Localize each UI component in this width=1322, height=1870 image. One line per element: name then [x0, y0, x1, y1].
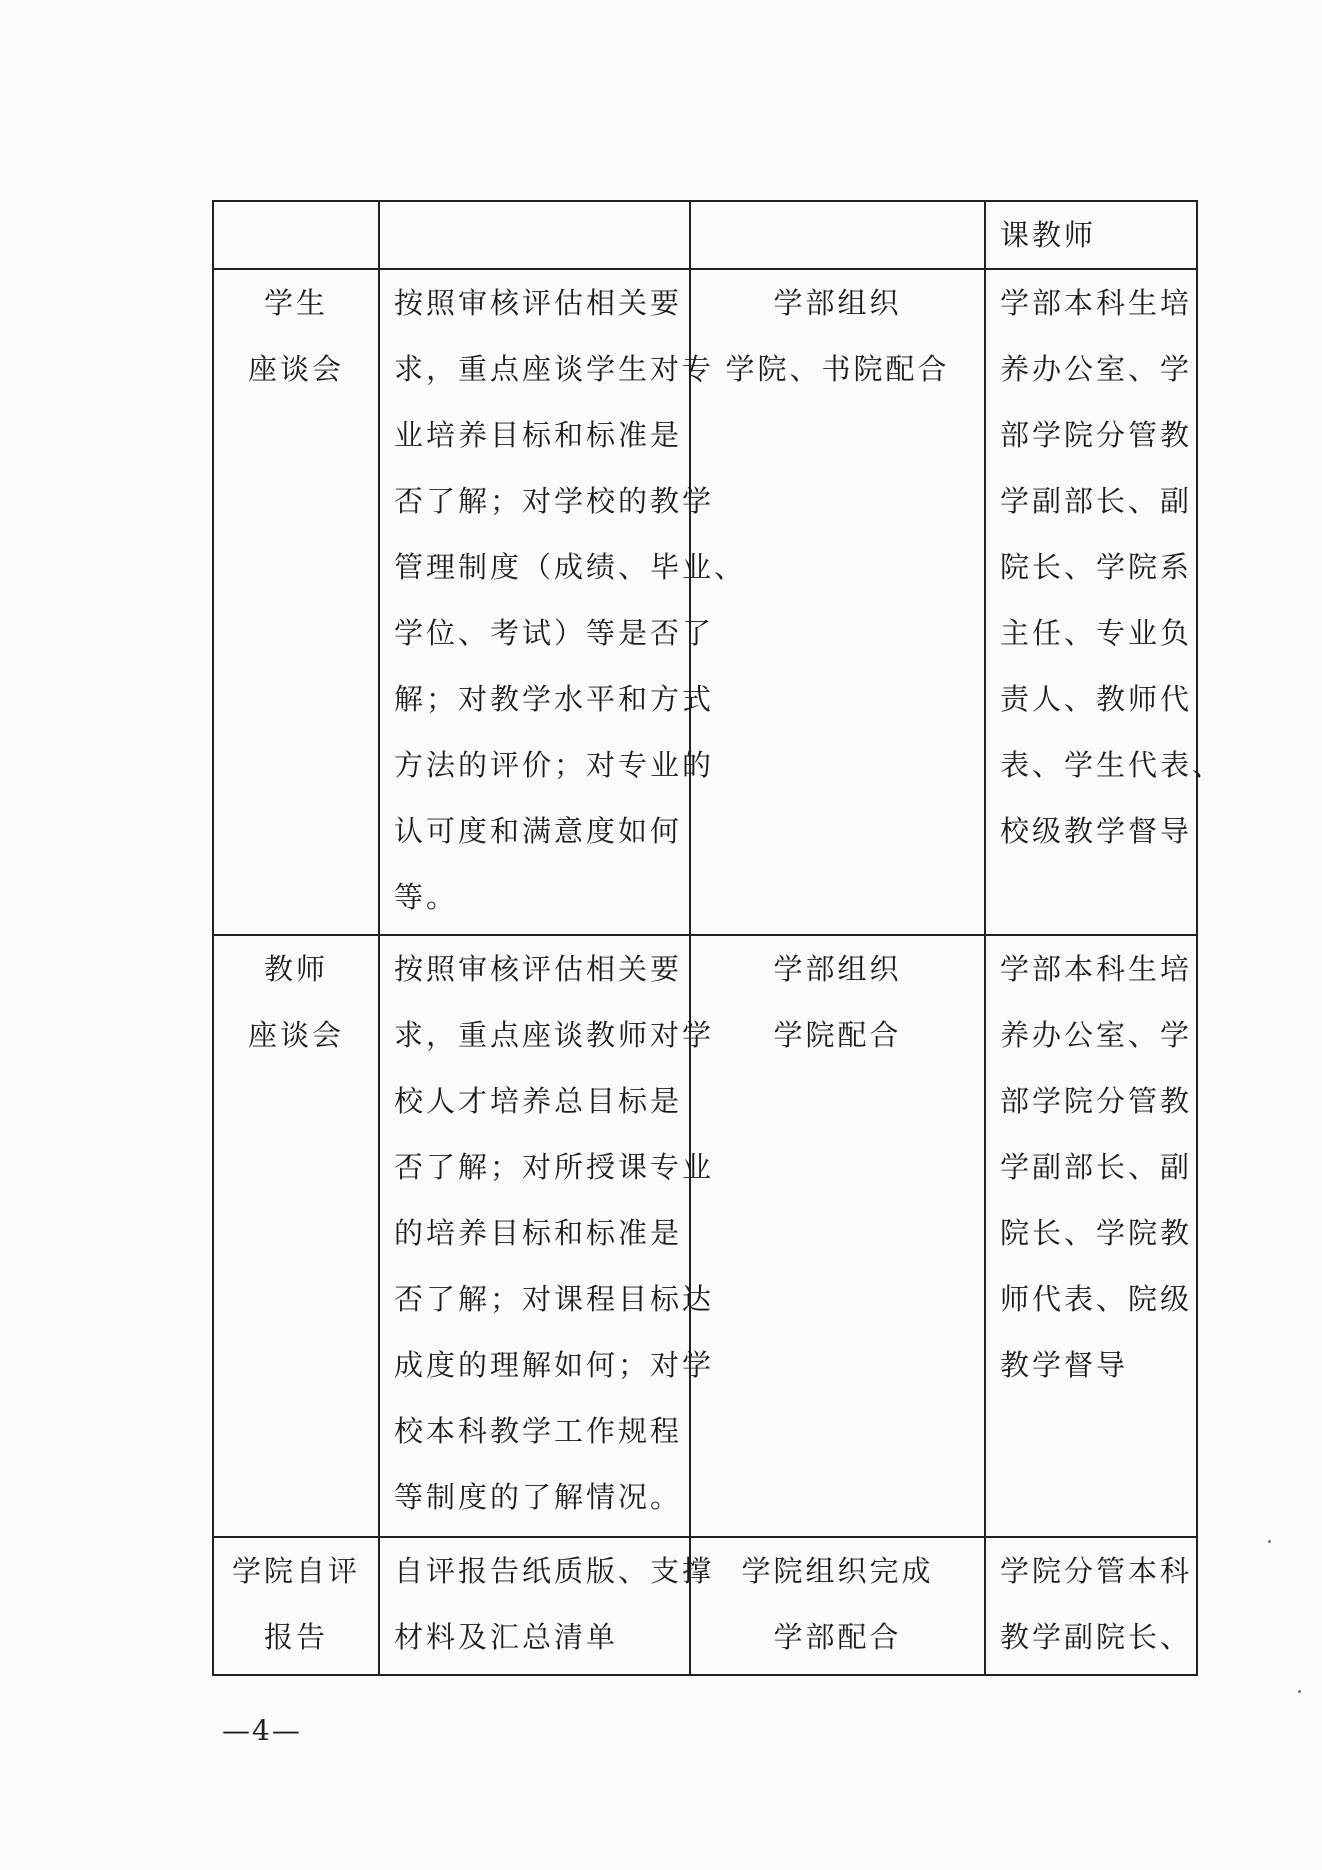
cell-line: 自评报告纸质版、支撑: [394, 1554, 715, 1588]
participants-cell: [985, 269, 1225, 935]
cell-line: 校人才培养总目标是: [394, 1084, 683, 1118]
item-cell: [213, 201, 379, 269]
cell-line: 学副部长、副: [1000, 484, 1193, 518]
cell-line: 课教师: [1000, 218, 1097, 252]
cell-line: 按照审核评估相关要: [394, 952, 683, 986]
table-row: [213, 269, 1197, 935]
cell-line: 管理制度（成绩、毕业、: [394, 550, 747, 584]
organizer-cell: [690, 269, 985, 935]
cell-line: 教学督导: [1000, 1348, 1129, 1382]
table-row: [213, 935, 1197, 1537]
organizer-cell: [690, 935, 985, 1537]
cell-line: 学部配合: [773, 1620, 902, 1654]
cell-line: 院长、学院系: [1000, 550, 1193, 584]
cell-line: 学院、书院配合: [725, 352, 950, 386]
cell-line: 认可度和满意度如何: [394, 814, 683, 848]
cell-line: 养办公室、学: [1000, 352, 1193, 386]
cell-line: 的培养目标和标准是: [394, 1216, 683, 1250]
cell-line: 报告: [263, 1620, 328, 1654]
cell-line: 师代表、院级: [1000, 1282, 1193, 1316]
item-cell: [213, 935, 379, 1537]
scan-speck: [1268, 1540, 1271, 1543]
content-cell: [379, 1537, 715, 1675]
table-row: [213, 201, 1197, 269]
scan-speck: [1298, 1690, 1301, 1693]
cell-line: 养办公室、学: [1000, 1018, 1193, 1052]
cell-line: 成度的理解如何；对学: [394, 1348, 715, 1382]
cell-line: 学院自评: [231, 1554, 360, 1588]
cell-line: 座谈会: [247, 352, 344, 386]
cell-line: 学生: [263, 286, 328, 320]
item-cell: [213, 269, 379, 935]
content-cell: [379, 269, 747, 935]
page-number: —4—: [222, 1714, 302, 1747]
cell-line: 学院组织完成: [741, 1554, 934, 1588]
item-cell: [213, 1537, 379, 1675]
cell-line: 表、学生代表、: [1000, 748, 1225, 782]
cell-line: 否了解；对课程目标达: [394, 1282, 715, 1316]
cell-line: 学副部长、副: [1000, 1150, 1193, 1184]
cell-line: 等。: [394, 880, 459, 914]
cell-line: 校级教学督导: [1000, 814, 1193, 848]
cell-line: 学院配合: [773, 1018, 902, 1052]
organizer-cell: [690, 1537, 985, 1675]
participants-cell: [985, 935, 1197, 1537]
cell-line: 学位、考试）等是否了: [394, 616, 715, 650]
cell-line: 院长、学院教: [1000, 1216, 1193, 1250]
cell-line: 按照审核评估相关要: [394, 286, 683, 320]
cell-line: 学院分管本科: [1000, 1554, 1193, 1588]
organizer-cell: [690, 201, 985, 269]
cell-line: 座谈会: [247, 1018, 344, 1052]
participants-cell: [985, 1537, 1197, 1675]
cell-line: 求，重点座谈学生对专: [394, 352, 715, 386]
cell-line: 学部本科生培: [1000, 286, 1193, 320]
cell-line: 主任、专业负: [1000, 616, 1193, 650]
cell-line: 方法的评价；对专业的: [394, 748, 715, 782]
cell-line: 学部本科生培: [1000, 952, 1193, 986]
cell-line: 业培养目标和标准是: [394, 418, 683, 452]
cell-line: 教师: [263, 952, 328, 986]
cell-line: 否了解；对学校的教学: [394, 484, 715, 518]
cell-line: 材料及汇总清单: [394, 1620, 619, 1654]
cell-line: 部学院分管教: [1000, 1084, 1193, 1118]
content-cell: [379, 201, 690, 269]
cell-line: 学部组织: [773, 286, 902, 320]
document-table: [212, 200, 1225, 1676]
cell-line: 责人、教师代: [1000, 682, 1193, 716]
cell-line: 等制度的了解情况。: [394, 1480, 683, 1514]
cell-line: 解；对教学水平和方式: [394, 682, 715, 716]
cell-line: 校本科教学工作规程: [394, 1414, 683, 1448]
table-row: [213, 1537, 1197, 1675]
participants-cell: [985, 201, 1197, 269]
content-cell: [379, 935, 715, 1537]
cell-line: 求，重点座谈教师对学: [394, 1018, 715, 1052]
cell-line: 否了解；对所授课专业: [394, 1150, 715, 1184]
cell-line: 教学副院长、: [1000, 1620, 1193, 1654]
cell-line: 学部组织: [773, 952, 902, 986]
cell-line: 部学院分管教: [1000, 418, 1193, 452]
